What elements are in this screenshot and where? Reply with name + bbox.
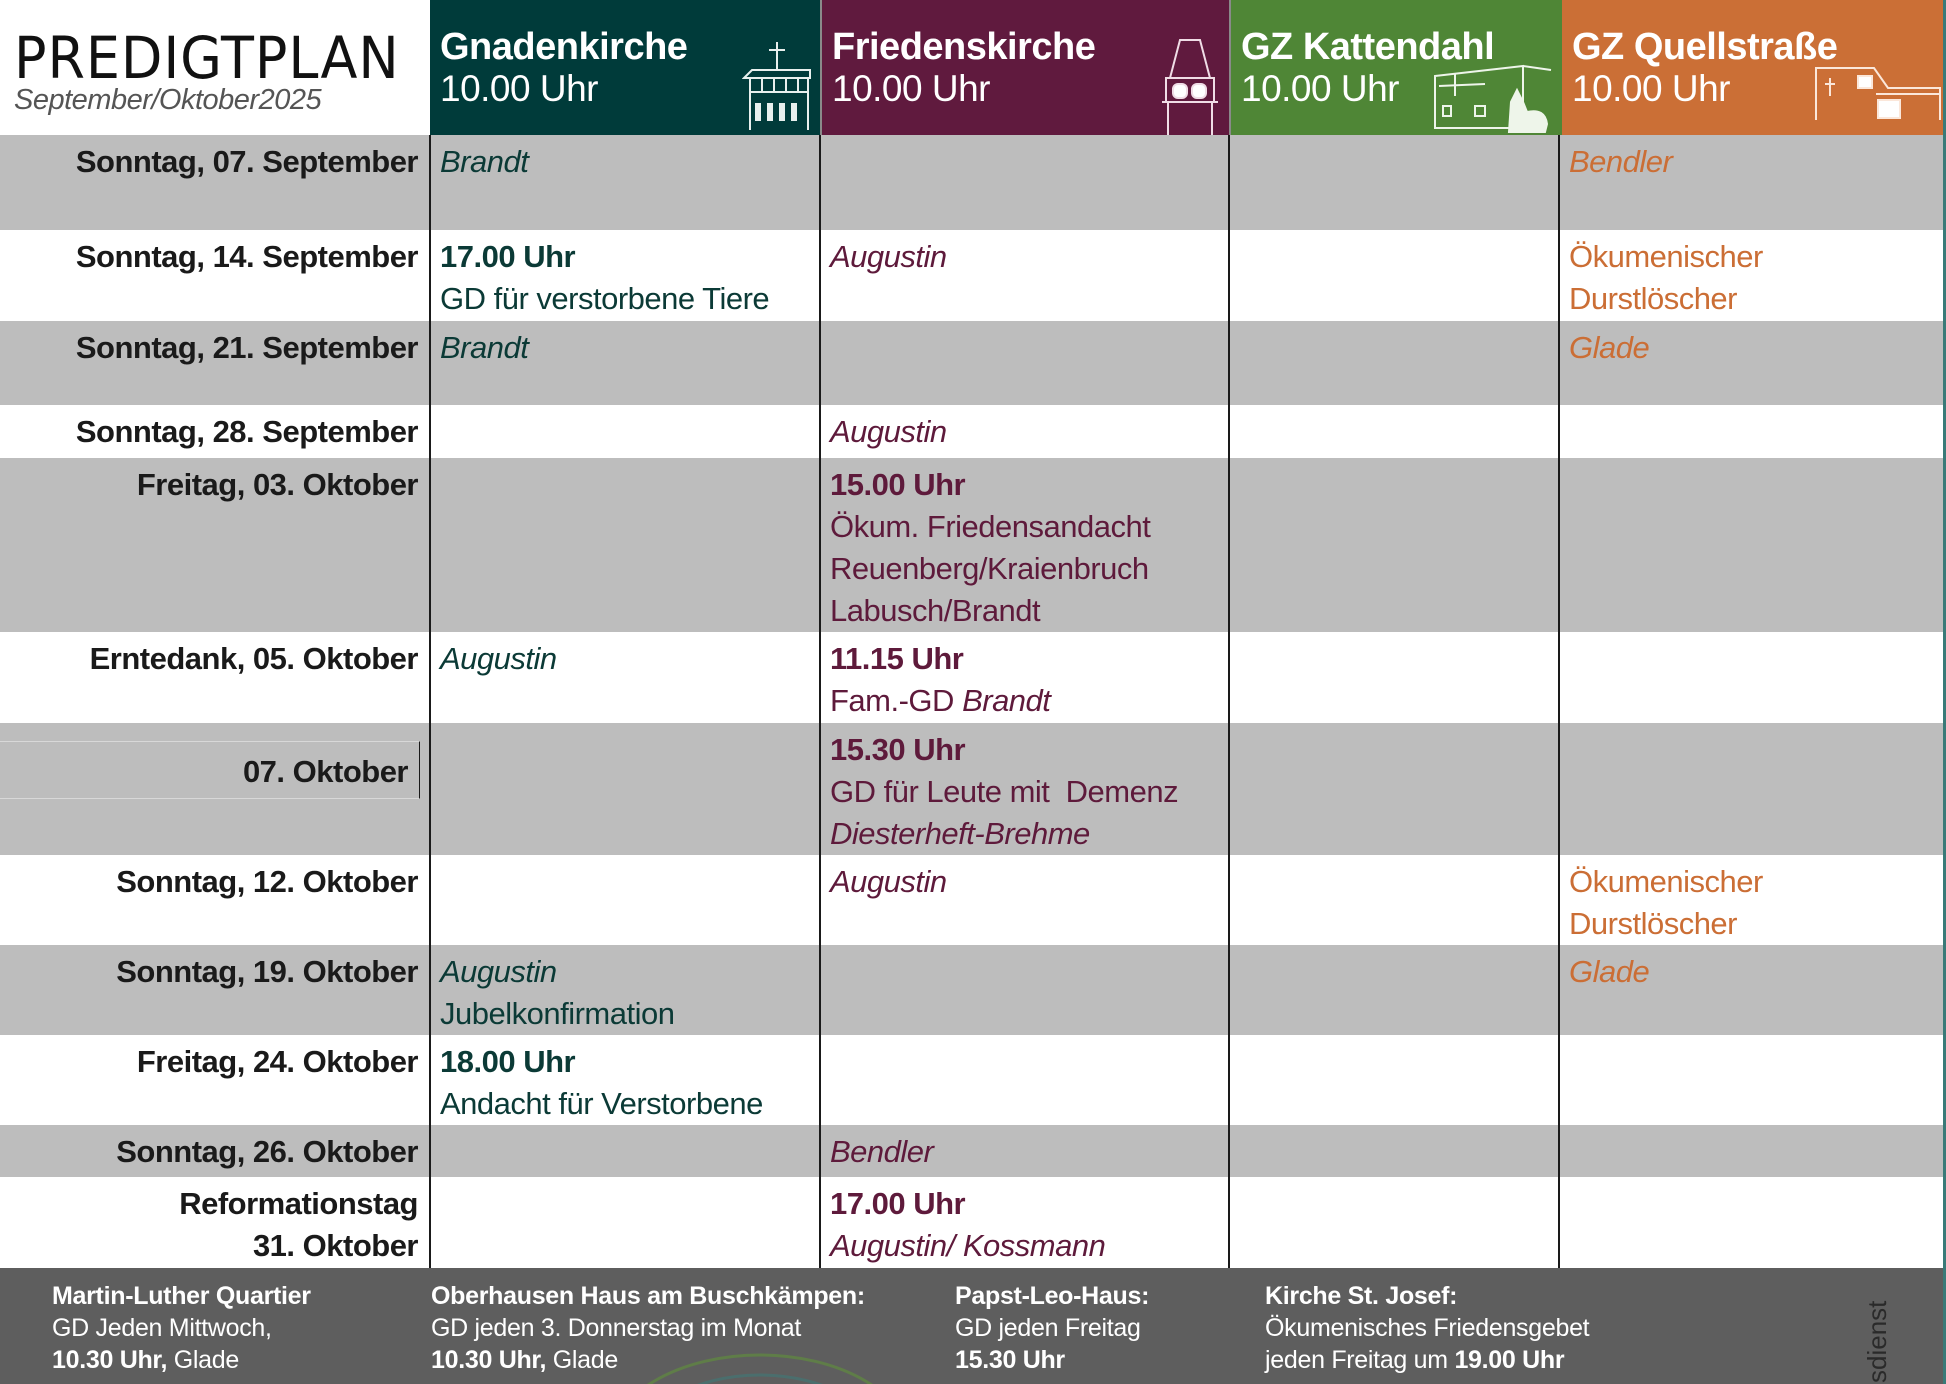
service-description: Ökumenischer	[1569, 239, 1763, 274]
quellstrasse-cell	[1559, 135, 1943, 230]
footer-time: 10.30 Uhr,	[431, 1346, 547, 1374]
footer-line	[52, 1344, 311, 1376]
footer-vertical-text: sdienst	[1862, 1300, 1892, 1383]
service-description: GD für Leute mit Demenz	[830, 774, 1179, 809]
date-cell: Sonntag, 28. September	[75, 414, 418, 449]
friedenskirche-cell	[820, 230, 1229, 321]
footer-person: Glade	[546, 1346, 618, 1374]
footer-line: GD Jeden Mittwoch,	[52, 1314, 272, 1342]
quellstrasse-cell	[1559, 230, 1943, 321]
table-row	[0, 945, 1943, 1035]
service-time: 15.30 Uhr	[830, 732, 966, 767]
quellstrasse-cell	[1559, 945, 1943, 1035]
service-description: Ökumenischer	[1569, 864, 1763, 899]
footer-time: 10.30 Uhr,	[52, 1346, 168, 1374]
column-header-gnadenkirche	[430, 0, 820, 135]
footer-time: 15.30 Uhr	[955, 1346, 1065, 1374]
preacher: Bendler	[1569, 144, 1673, 179]
quellstrasse-cell	[1559, 855, 1943, 945]
preacher: Glade	[1569, 954, 1650, 989]
footer-martin-luther-quartier	[52, 1280, 311, 1376]
table-row	[0, 230, 1943, 321]
preacher: Augustin	[440, 641, 557, 676]
preacher: Brandt	[440, 330, 529, 365]
footer-person: Glade	[167, 1346, 239, 1374]
column-divider	[429, 135, 431, 1268]
column-header-friedenskirche	[820, 0, 1229, 135]
column-time: 10.00 Uhr	[440, 68, 598, 109]
preacher: Augustin	[830, 239, 947, 274]
preacher: Augustin	[830, 864, 947, 899]
preacher: Bendler	[830, 1134, 934, 1169]
friedenskirche-cell	[820, 723, 1229, 855]
column-time: 10.00 Uhr	[832, 68, 990, 109]
gnadenkirche-cell	[430, 230, 820, 321]
table-row	[0, 1125, 1943, 1177]
footer-line: GD jeden Freitag	[955, 1314, 1141, 1342]
friedenskirche-cell	[820, 405, 1229, 458]
page-subtitle: September/Oktober2025	[14, 84, 322, 116]
table-row	[0, 632, 1943, 723]
service-description: Labusch/Brandt	[830, 593, 1041, 628]
service-time: 15.00 Uhr	[830, 467, 966, 502]
service-description: Jubelkonfirmation	[440, 996, 675, 1031]
footer-line	[1265, 1344, 1589, 1376]
footer-papst-leo-haus	[955, 1280, 1149, 1376]
preacher: Glade	[1569, 330, 1650, 365]
service-time: 17.00 Uhr	[830, 1186, 966, 1221]
date-cell: Sonntag, 21. September	[75, 330, 418, 365]
date-cell: Freitag, 03. Oktober	[136, 467, 418, 502]
footer-line	[431, 1344, 865, 1376]
date-cell	[0, 1177, 430, 1268]
church-tower-icon	[742, 40, 812, 130]
service-description: Reuenberg/Kraienbruch	[830, 551, 1149, 586]
service-description	[830, 680, 1219, 722]
footer-heading: Martin-Luther Quartier	[52, 1282, 311, 1310]
table-row	[0, 723, 1943, 855]
footer-line: GD jeden 3. Donnerstag im Monat	[431, 1314, 802, 1342]
date-cell: Sonntag, 14. September	[75, 239, 418, 274]
column-header-gz-kattendahl	[1229, 0, 1559, 135]
preacher: Augustin/ Kossmann	[830, 1228, 1106, 1263]
footer-heading: Papst-Leo-Haus:	[955, 1282, 1150, 1310]
date-cell: Sonntag, 07. September	[75, 144, 418, 179]
footer-time: 19.00 Uhr	[1454, 1346, 1565, 1374]
footer-heading: Kirche St. Josef:	[1265, 1282, 1458, 1310]
community-building-icon	[1814, 66, 1943, 122]
date-cell: Sonntag, 19. Oktober	[116, 954, 418, 989]
service-description: GD für verstorbene Tiere	[440, 281, 770, 316]
page-title: PREDIGTPLAN	[14, 24, 400, 92]
friedenskirche-cell	[820, 1125, 1229, 1177]
friedenskirche-cell	[820, 1177, 1229, 1268]
friedenskirche-cell	[820, 458, 1229, 632]
gnadenkirche-cell	[430, 945, 820, 1035]
column-time: 10.00 Uhr	[1241, 68, 1399, 109]
service-description: Durstlöscher	[1569, 281, 1737, 316]
column-name: Friedenskirche	[832, 26, 1096, 68]
column-name: GZ Kattendahl	[1241, 26, 1495, 68]
bell-tower-icon	[1160, 38, 1220, 135]
gnadenkirche-cell	[430, 632, 820, 723]
footer-text: jeden Freitag um	[1265, 1346, 1455, 1374]
footer-line: Ökumenisches Friedensgebet	[1265, 1314, 1590, 1342]
service-time: 18.00 Uhr	[440, 1044, 576, 1079]
column-divider	[819, 135, 821, 1268]
header	[0, 0, 1946, 135]
table-row	[0, 1177, 1943, 1268]
date-day: 31. Oktober	[252, 1228, 418, 1263]
community-center-icon	[1427, 62, 1555, 134]
table-row	[0, 855, 1943, 945]
title-block	[0, 0, 430, 135]
service-description: Durstlöscher	[1569, 906, 1737, 941]
service-type: Fam.-GD	[830, 683, 954, 718]
date-cell: Sonntag, 12. Oktober	[116, 864, 418, 899]
table-row	[0, 135, 1943, 230]
preacher: Brandt	[962, 683, 1051, 718]
date-cell: 07. Oktober	[242, 754, 408, 789]
date-holiday: Reformationstag	[179, 1186, 418, 1221]
date-cell: Sonntag, 26. Oktober	[116, 1134, 418, 1169]
table-row	[0, 405, 1943, 458]
column-header-gz-quellstrasse	[1559, 0, 1943, 135]
service-description: Ökum. Friedensandacht	[830, 509, 1151, 544]
preacher: Augustin	[830, 414, 947, 449]
footer-oberhausen	[431, 1280, 865, 1376]
footer	[0, 1268, 1943, 1384]
preacher: Brandt	[440, 144, 529, 179]
table-row	[0, 1035, 1943, 1125]
service-time: 11.15 Uhr	[830, 641, 964, 676]
column-divider	[1558, 135, 1560, 1268]
column-name: GZ Quellstraße	[1572, 26, 1838, 68]
date-cell: Freitag, 24. Oktober	[136, 1044, 418, 1079]
preacher: Augustin	[440, 954, 557, 989]
service-time: 17.00 Uhr	[440, 239, 576, 274]
friedenskirche-cell	[820, 855, 1229, 945]
gnadenkirche-cell	[430, 321, 820, 405]
table-row	[0, 458, 1943, 632]
column-name: Gnadenkirche	[440, 26, 688, 68]
gnadenkirche-cell	[430, 1035, 820, 1125]
friedenskirche-cell	[820, 632, 1229, 723]
table-row	[0, 321, 1943, 405]
date-cell: Erntedank, 05. Oktober	[89, 641, 418, 676]
quellstrasse-cell	[1559, 321, 1943, 405]
gnadenkirche-cell	[430, 135, 820, 230]
preacher: Diesterheft-Brehme	[830, 816, 1090, 851]
column-time: 10.00 Uhr	[1572, 68, 1730, 109]
column-divider	[1228, 135, 1230, 1268]
footer-kirche-st-josef	[1265, 1280, 1589, 1376]
footer-heading: Oberhausen Haus am Buschkämpen:	[431, 1282, 865, 1310]
service-description: Andacht für Verstorbene	[440, 1086, 763, 1121]
